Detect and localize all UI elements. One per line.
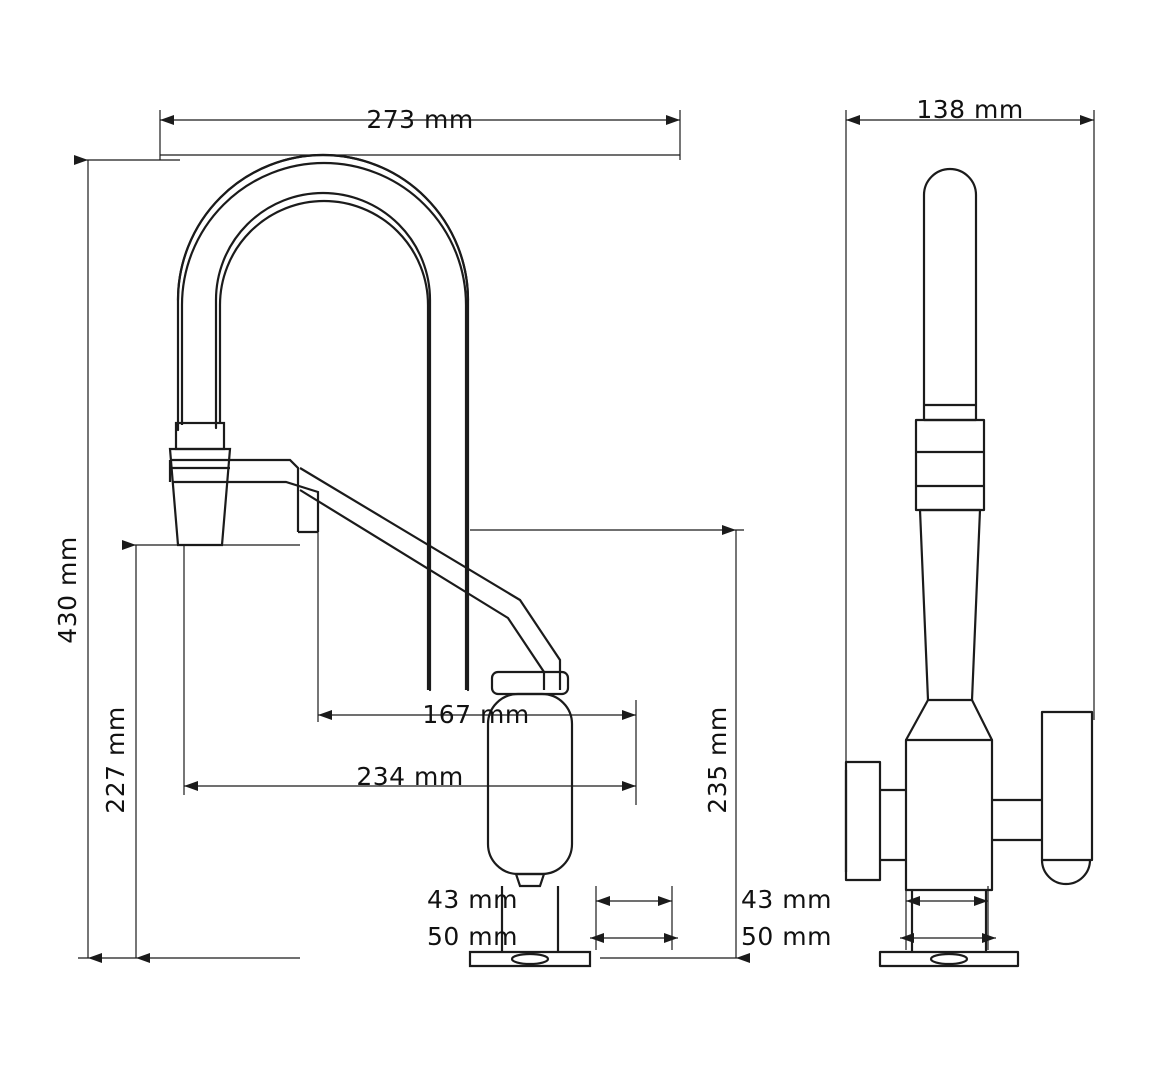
dim-side-base-inner-label: 43 mm	[741, 885, 832, 914]
dim-front-height-label: 430 mm	[53, 536, 82, 644]
dim-front-lower-reach-label: 234 mm	[356, 762, 464, 791]
dim-front-base-inner-label: 43 mm	[427, 885, 518, 914]
dim-front-mid-reach-label: 167 mm	[422, 700, 530, 729]
dim-front-base-outer-label: 50 mm	[427, 922, 518, 951]
dim-front-width-label: 273 mm	[366, 105, 474, 134]
dim-front-spout-height-label: 227 mm	[101, 706, 130, 814]
dim-side-width-label: 138 mm	[916, 95, 1024, 124]
dim-side-base-outer-label: 50 mm	[741, 922, 832, 951]
dim-front-spout-reach-label: 235 mm	[703, 706, 732, 814]
